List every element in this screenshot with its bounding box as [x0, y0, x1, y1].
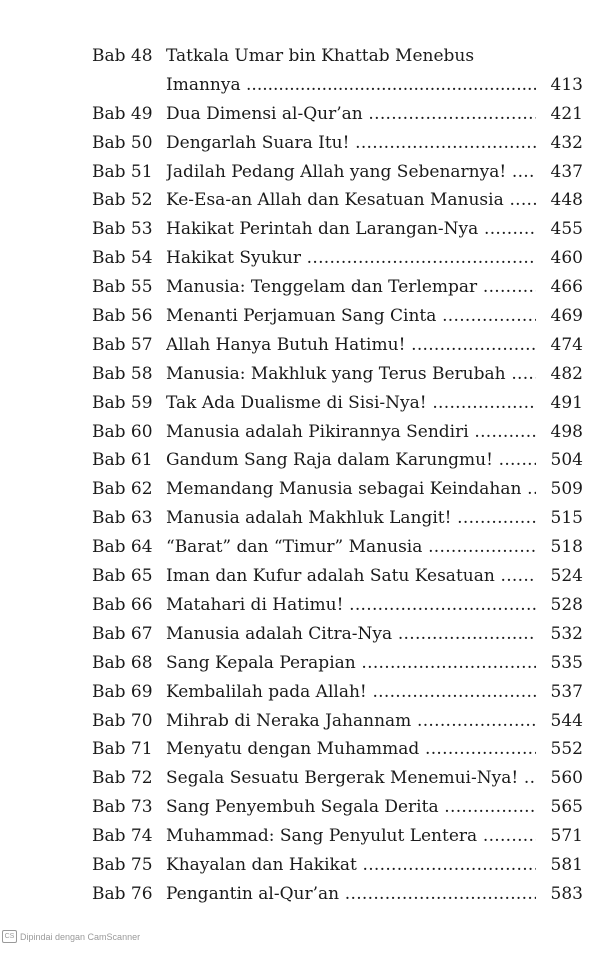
chapter-title-text: Ke-Esa-an Allah dan Kesatuan Manusia — [166, 190, 504, 211]
leader-dots — [477, 277, 536, 297]
page-number: 466 — [550, 277, 583, 298]
chapter-title-continued — [166, 71, 536, 100]
chapter-title-text: Mihrab di Neraka Jahannam — [166, 710, 412, 731]
chapter-number: Bab 60 — [92, 421, 153, 442]
chapter-number: Bab 76 — [92, 883, 153, 904]
chapter-number: Bab 54 — [92, 248, 153, 269]
chapter-title — [166, 273, 536, 302]
toc-entry — [0, 360, 600, 389]
toc-entry — [0, 735, 600, 764]
chapter-number: Bab 56 — [92, 306, 153, 327]
chapter-title — [166, 42, 536, 71]
page-number: 524 — [550, 566, 583, 587]
chapter-number: Bab 65 — [92, 566, 153, 587]
page-number: 528 — [550, 594, 583, 615]
chapter-title-text: Sang Penyembuh Segala Derita — [166, 797, 439, 818]
chapter-number: Bab 51 — [92, 161, 153, 182]
chapter-title-text: Dengarlah Suara Itu! — [166, 132, 350, 153]
watermark-text: Dipindai dengan CamScanner — [20, 931, 141, 942]
chapter-number: Bab 52 — [92, 190, 153, 211]
toc-entry — [0, 244, 600, 273]
toc-entry — [0, 42, 600, 100]
chapter-title-text: Khayalan dan Hakikat — [166, 854, 357, 875]
toc-entry — [0, 186, 600, 215]
toc-entry — [0, 504, 600, 533]
leader-dots — [477, 826, 536, 846]
chapter-title-text: Jadilah Pedang Allah yang Sebenarnya! — [166, 161, 507, 182]
chapter-title — [166, 129, 536, 158]
chapter-title-text: Iman dan Kufur adalah Satu Kesatuan — [166, 566, 495, 587]
chapter-title — [166, 851, 536, 880]
toc-entry — [0, 851, 600, 880]
chapter-title — [166, 880, 536, 909]
chapter-title — [166, 302, 536, 331]
chapter-title-text: Kembalilah pada Allah! — [166, 681, 367, 702]
page-number: 552 — [550, 739, 583, 760]
chapter-number: Bab 72 — [92, 768, 153, 789]
page-number: 421 — [550, 103, 583, 124]
toc-entry — [0, 302, 600, 331]
chapter-title-text: Matahari di Hatimu! — [166, 594, 344, 615]
page-number: 455 — [550, 219, 583, 240]
chapter-title — [166, 620, 536, 649]
page-number: 532 — [550, 623, 583, 644]
chapter-title-text: Gandum Sang Raja dalam Karungmu! — [166, 450, 493, 471]
chapter-number: Bab 49 — [92, 103, 153, 124]
chapter-title-text: Dua Dimensi al-Qur’an — [166, 103, 363, 124]
chapter-title — [166, 562, 536, 591]
toc-entry — [0, 446, 600, 475]
toc-entry — [0, 533, 600, 562]
leader-dots — [357, 855, 536, 875]
toc-entry — [0, 620, 600, 649]
toc-entry — [0, 331, 600, 360]
leader-dots — [469, 422, 536, 442]
chapter-title — [166, 331, 536, 360]
toc-entry — [0, 764, 600, 793]
chapter-number: Bab 59 — [92, 392, 153, 413]
chapter-title-text: Allah Hanya Butuh Hatimu! — [166, 334, 406, 355]
toc-entry — [0, 591, 600, 620]
toc-entry — [0, 707, 600, 736]
page-number: 509 — [550, 479, 583, 500]
leader-dots — [367, 682, 536, 702]
chapter-title — [166, 591, 536, 620]
leader-dots — [339, 884, 536, 904]
chapter-title — [166, 793, 536, 822]
chapter-title — [166, 735, 536, 764]
chapter-title — [166, 389, 536, 418]
toc-entry — [0, 793, 600, 822]
chapter-title-text: Manusia adalah Citra-Nya — [166, 623, 393, 644]
chapter-number: Bab 58 — [92, 363, 153, 384]
chapter-number: Bab 69 — [92, 681, 153, 702]
leader-dots — [419, 739, 536, 759]
chapter-title-text: Sang Kepala Perapian — [166, 652, 356, 673]
chapter-number: Bab 75 — [92, 854, 153, 875]
toc-entry — [0, 273, 600, 302]
chapter-title — [166, 215, 536, 244]
toc-entry — [0, 158, 600, 187]
toc-entry — [0, 649, 600, 678]
chapter-title — [166, 244, 536, 273]
chapter-title-text: Manusia adalah Makhluk Langit! — [166, 508, 452, 529]
toc-entry — [0, 678, 600, 707]
page-number: 537 — [550, 681, 583, 702]
chapter-title-text: Menanti Perjamuan Sang Cinta — [166, 306, 437, 327]
chapter-title-text: Tatkala Umar bin Khattab Menebus — [166, 46, 475, 66]
page-number: 498 — [550, 421, 583, 442]
chapter-title-text: Memandang Manusia sebagai Keindahan — [166, 479, 522, 500]
chapter-title — [166, 707, 536, 736]
chapter-number: Bab 71 — [92, 739, 153, 760]
leader-dots — [495, 566, 536, 586]
page-number: 432 — [550, 132, 583, 153]
page-number: 504 — [550, 450, 583, 471]
toc-entry — [0, 129, 600, 158]
chapter-title-text: Manusia adalah Pikirannya Sendiri — [166, 421, 469, 442]
page-number: 474 — [550, 334, 583, 355]
toc-entry — [0, 475, 600, 504]
page-number: 560 — [550, 768, 583, 789]
toc-entry — [0, 562, 600, 591]
chapter-title-text: Manusia: Makhluk yang Terus Berubah — [166, 363, 506, 384]
toc-entry — [0, 822, 600, 851]
leader-dots — [493, 450, 536, 470]
leader-dots — [301, 248, 536, 268]
chapter-title-text: Hakikat Syukur — [166, 248, 301, 269]
chapter-title — [166, 446, 536, 475]
leader-dots — [363, 104, 536, 124]
chapter-number: Bab 66 — [92, 594, 153, 615]
page-number: 448 — [550, 190, 583, 211]
chapter-number: Bab 63 — [92, 508, 153, 529]
leader-dots — [436, 306, 536, 326]
leader-dots — [356, 653, 536, 673]
chapter-title-text: Tak Ada Dualisme di Sisi-Nya! — [166, 392, 427, 413]
chapter-number: Bab 61 — [92, 450, 153, 471]
toc-entry — [0, 418, 600, 447]
chapter-title-text: Muhammad: Sang Penyulut Lentera — [166, 826, 478, 847]
leader-dots — [439, 797, 536, 817]
chapter-number: Bab 68 — [92, 652, 153, 673]
leader-dots — [411, 711, 536, 731]
chapter-title-text: Segala Sesuatu Bergerak Menemui-Nya! — [166, 768, 519, 789]
leader-dots — [478, 219, 536, 239]
page-number: 482 — [550, 363, 583, 384]
chapter-title — [166, 158, 536, 187]
leader-dots — [451, 508, 536, 528]
chapter-title-text: Hakikat Perintah dan Larangan-Nya — [166, 219, 479, 240]
leader-dots — [506, 364, 536, 384]
chapter-number: Bab 57 — [92, 334, 153, 355]
leader-dots — [506, 162, 536, 182]
leader-dots — [392, 624, 536, 644]
chapter-title — [166, 418, 536, 447]
chapter-number: Bab 73 — [92, 797, 153, 818]
leader-dots — [504, 190, 536, 210]
page-number: 437 — [550, 161, 583, 182]
scanner-watermark — [2, 930, 140, 943]
page-number: 413 — [550, 74, 583, 95]
page-number: 583 — [550, 883, 583, 904]
chapter-title — [166, 100, 536, 129]
chapter-title — [166, 186, 536, 215]
table-of-contents — [0, 42, 600, 909]
chapter-number: Bab 64 — [92, 537, 153, 558]
leader-dots — [405, 335, 536, 355]
page-number: 515 — [550, 508, 583, 529]
chapter-title — [166, 504, 536, 533]
chapter-title — [166, 649, 536, 678]
chapter-title-text: Imannya — [166, 74, 241, 95]
page-number: 535 — [550, 652, 583, 673]
chapter-number: Bab 53 — [92, 219, 153, 240]
leader-dots — [422, 537, 536, 557]
chapter-number: Bab 50 — [92, 132, 153, 153]
leader-dots — [241, 75, 536, 95]
chapter-title-text: Pengantin al-Qur’an — [166, 883, 340, 904]
page-number: 565 — [550, 797, 583, 818]
chapter-number: Bab 62 — [92, 479, 153, 500]
chapter-title-text: Manusia: Tenggelam dan Terlempar — [166, 277, 478, 298]
chapter-number: Bab 74 — [92, 826, 153, 847]
chapter-number: Bab 67 — [92, 623, 153, 644]
page-number: 491 — [550, 392, 583, 413]
chapter-title — [166, 360, 536, 389]
page-number: 571 — [550, 826, 583, 847]
chapter-title-text: Menyatu dengan Muhammad — [166, 739, 420, 760]
chapter-title — [166, 533, 536, 562]
leader-dots — [343, 595, 536, 615]
chapter-title — [166, 822, 536, 851]
leader-dots — [349, 133, 536, 153]
chapter-title-text: “Barat” dan “Timur” Manusia — [166, 537, 423, 558]
chapter-number: Bab 55 — [92, 277, 153, 298]
chapter-title — [166, 764, 536, 793]
page-number: 460 — [550, 248, 583, 269]
chapter-title — [166, 678, 536, 707]
leader-dots — [427, 393, 536, 413]
chapter-number: Bab 70 — [92, 710, 153, 731]
toc-entry — [0, 215, 600, 244]
chapter-title — [166, 475, 536, 504]
page-number: 518 — [550, 537, 583, 558]
toc-entry — [0, 389, 600, 418]
camscanner-icon: CS — [2, 930, 17, 943]
toc-entry — [0, 880, 600, 909]
page-number: 469 — [550, 306, 583, 327]
page-number: 581 — [550, 854, 583, 875]
toc-entry — [0, 100, 600, 129]
page-number: 544 — [550, 710, 583, 731]
chapter-number: Bab 48 — [92, 46, 153, 66]
